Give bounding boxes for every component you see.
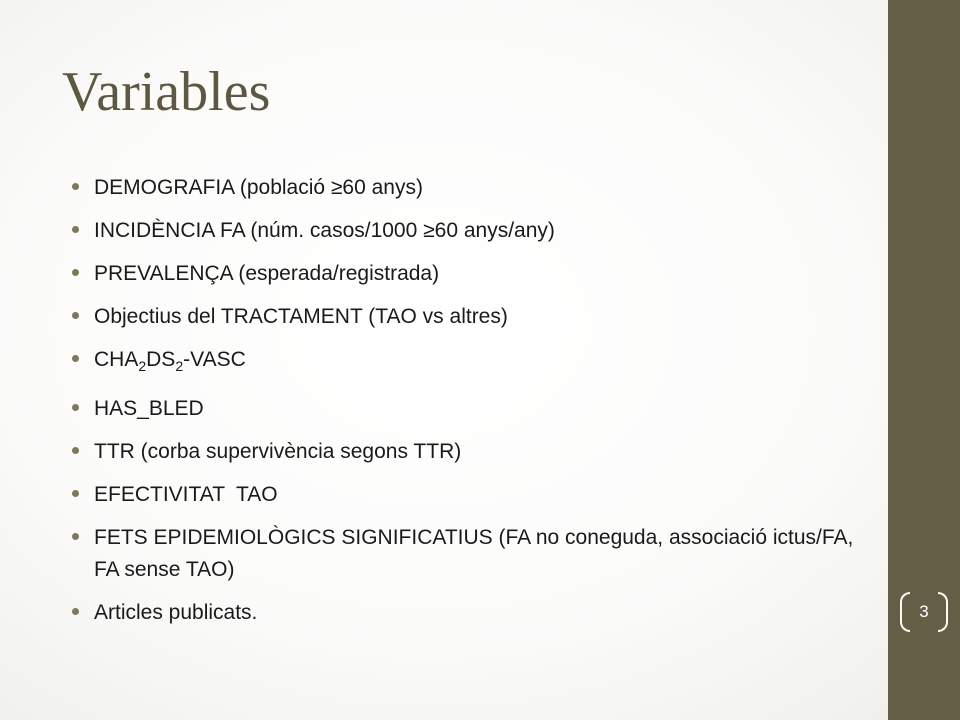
- bullet-item: [72, 301, 872, 333]
- vasc-text: -VASC: [183, 348, 246, 371]
- left-bracket-icon: [900, 592, 910, 632]
- bullet-item: [72, 597, 872, 629]
- ds-text: DS: [146, 348, 176, 371]
- bullet-dot-icon: [72, 226, 79, 233]
- bullet-dot-icon: [72, 608, 79, 615]
- bullet-text: [94, 348, 246, 374]
- bullet-dot-icon: [72, 447, 79, 454]
- bullet-dot-icon: [72, 404, 79, 411]
- subscript: 2: [175, 358, 184, 374]
- bullet-text: Objectius del TRACTAMENT (TAO vs altres): [94, 305, 508, 328]
- page-number: 3: [919, 602, 929, 621]
- bullet-text: DEMOGRAFIA (població ≥60 anys): [94, 176, 423, 199]
- bullet-dot-icon: [72, 355, 79, 362]
- bullet-dot-icon: [72, 269, 79, 276]
- bullet-text: Articles publicats.: [94, 601, 258, 624]
- bullet-dot-icon: [72, 312, 79, 319]
- bullet-text: TTR (corba supervivència segons TTR): [94, 440, 462, 463]
- bullet-text: HAS_BLED: [94, 397, 204, 420]
- bullet-item: [72, 479, 872, 511]
- bullet-item: [72, 172, 872, 204]
- bullet-dot-icon: [72, 533, 79, 540]
- bullet-item: [72, 393, 872, 425]
- bullet-text: FETS EPIDEMIOLÒGICS SIGNIFICATIUS (FA no coneguda, associació ictus/FA, FA sense TAO): [94, 526, 854, 581]
- bullet-dot-icon: [72, 183, 79, 190]
- right-bracket-icon: [938, 592, 948, 632]
- bullet-text: INCIDÈNCIA FA (núm. casos/1000 ≥60 anys/any): [94, 219, 555, 242]
- cha-text: CHA: [94, 348, 139, 371]
- bullet-list: [72, 172, 872, 640]
- bullet-dot-icon: [72, 490, 79, 497]
- subscript: 2: [138, 358, 147, 374]
- bullet-item: [72, 344, 872, 382]
- bullet-item: [72, 436, 872, 468]
- bullet-item: [72, 258, 872, 290]
- bullet-item: [72, 215, 872, 247]
- page-number-badge: [890, 590, 956, 636]
- slide-title: Variables: [62, 61, 271, 123]
- bullet-item: [72, 522, 872, 586]
- bullet-text: EFECTIVITAT TAO: [94, 483, 278, 506]
- bullet-text: PREVALENÇA (esperada/registrada): [94, 262, 440, 285]
